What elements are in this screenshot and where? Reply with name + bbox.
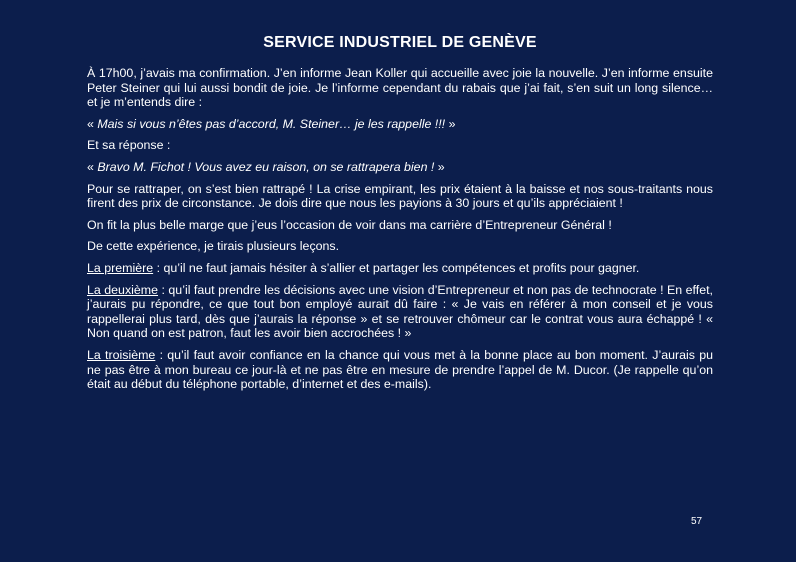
lesson-third	[87, 348, 713, 392]
quote-steiner	[87, 117, 713, 132]
page-title: SERVICE INDUSTRIEL DE GENÈVE	[263, 34, 537, 51]
paragraph-rattrapage: Pour se rattraper, on s’est bien rattrapé ! La crise empirant, les prix étaient à la baisse et nos sous-traitants nous firent des prix de circonstance. Je dois dire que nous les payions à 30 jours et qu’ils appréciaient !	[87, 181, 713, 211]
page-number: 57	[691, 516, 703, 527]
lesson-second	[87, 283, 713, 341]
quote-open-mark: «	[87, 116, 98, 131]
lesson-text: : qu’il faut prendre les décisions avec une vision d’Entrepreneur et non pas de technocrate ! En effet, j’aurais pu répondre, ce que tout bon employé aurait dû faire : « Je vais en référer à mon conseil et je vous rappellerai plus tard, dès que j’aurais la réponse » et se retrouver chômeur car le contrat vous aura échappé ! « Non quand on est patron, faut les avoir bien accrochées ! »	[87, 282, 713, 341]
quote-close-mark: »	[445, 116, 456, 131]
paragraph-confirmation: À 17h00, j’avais ma confirmation. J’en informe Jean Koller qui accueille avec joie la nouvelle. J’en informe ensuite Peter Steiner qui lui aussi bondit de joie. Je l’informe cependant du rabais que j’ai fait, s’en suit un long silence… et je m’entends dire :	[87, 66, 713, 110]
paragraph-marge: On fit la plus belle marge que j’eus l’occasion de voir dans ma carrière d’Entrepreneur Général !	[87, 217, 612, 232]
quote-text: Bravo M. Fichot ! Vous avez eu raison, on se rattrapera bien !	[97, 159, 435, 174]
paragraph-lecons-intro: De cette expérience, je tirais plusieurs leçons.	[87, 239, 340, 254]
paragraph-reply-intro: Et sa réponse :	[87, 138, 171, 153]
quote-reply	[87, 160, 713, 175]
quote-open-mark: «	[87, 159, 98, 174]
lesson-text: : qu’il faut avoir confiance en la chance qui vous met à la bonne place au bon moment. J’aurais pu ne pas être à mon bureau ce jour-là et ne pas être en mesure de prendre l’appel de M. Ducor. (Je rappelle qu’on était au début du téléphone portable, d’internet et des e-mails).	[87, 347, 713, 392]
quote-close-mark: »	[434, 159, 445, 174]
quote-text: Mais si vous n’êtes pas d’accord, M. Steiner… je les rappelle !!!	[97, 116, 446, 131]
lesson-text: : qu’il ne faut jamais hésiter à s’allier et partager les compétences et profits pour gagner.	[153, 260, 640, 275]
document-page	[87, 34, 713, 399]
lesson-first	[87, 261, 713, 276]
lesson-label: La première	[87, 260, 154, 275]
lesson-label: La troisième	[87, 347, 156, 362]
lesson-label: La deuxième	[87, 282, 158, 297]
